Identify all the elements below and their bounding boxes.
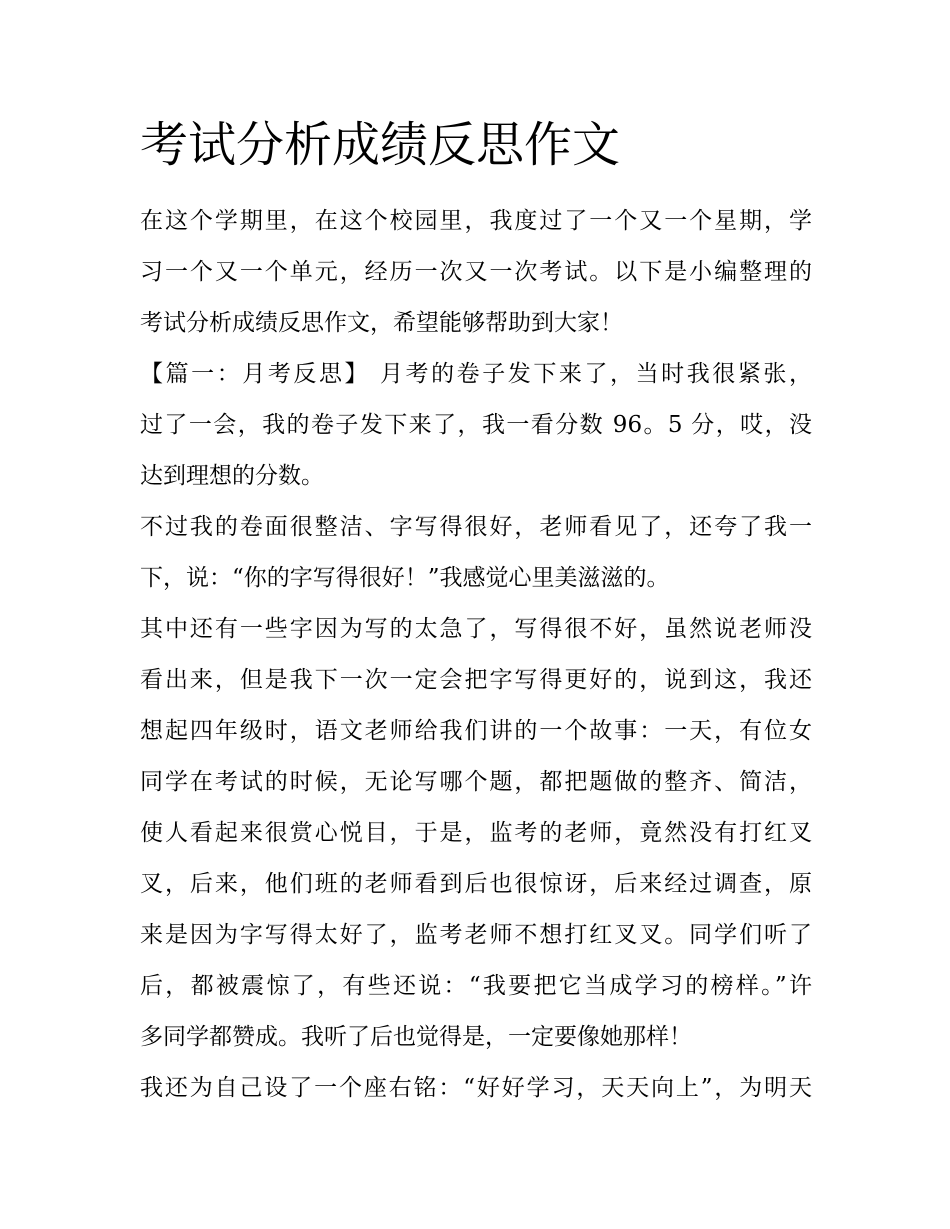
paragraph-line: 习一个又一个单元，经历一次又一次考试。以下是小编整理的 [140,259,812,285]
paragraph-line: 多同学都赞成。我听了后也觉得是，一定要像她那样！ [140,1024,692,1050]
paragraph-line: 想起四年级时，语文老师给我们讲的一个故事：一天，有位女 [140,718,812,744]
paragraph-line: 同学在考试的时候，无论写哪个题，都把题做的整齐、简洁， [140,769,812,795]
paragraph-line: 叉，后来，他们班的老师看到后也很惊讶，后来经过调查，原 [140,871,812,897]
paragraph-line: 下，说：“你的字写得很好！”我感觉心里美滋滋的。 [140,565,670,591]
paragraph-line: 我还为自己设了一个座右铭：“好好学习，天天向上”，为明天 [140,1075,812,1101]
paragraph-line: 在这个学期里，在这个校园里，我度过了一个又一个星期，学 [140,208,812,234]
document-title: 考试分析成绩反思作文 [140,117,621,173]
paragraph-line: 【篇一：月考反思】 月考的卷子发下来了，当时我很紧张， [140,361,812,387]
paragraph-line: 过了一会，我的卷子发下来了，我一看分数 96。5 分，哎，没 [140,412,812,438]
paragraph-line: 不过我的卷面很整洁、字写得很好，老师看见了，还夸了我一 [140,514,812,540]
paragraph-line: 看出来，但是我下一次一定会把字写得更好的，说到这，我还 [140,667,812,693]
paragraph-line: 后，都被震惊了，有些还说：“我要把它当成学习的榜样。”许 [140,973,812,999]
paragraph-line: 考试分析成绩反思作文，希望能够帮助到大家！ [140,310,623,336]
paragraph-line: 达到理想的分数。 [140,463,324,489]
paragraph-line: 来是因为字写得太好了，监考老师不想打红叉叉。同学们听了 [140,922,812,948]
paragraph-line: 其中还有一些字因为写的太急了，写得很不好，虽然说老师没 [140,616,812,642]
paragraph-line: 使人看起来很赏心悦目，于是，监考的老师，竟然没有打红叉 [140,820,812,846]
